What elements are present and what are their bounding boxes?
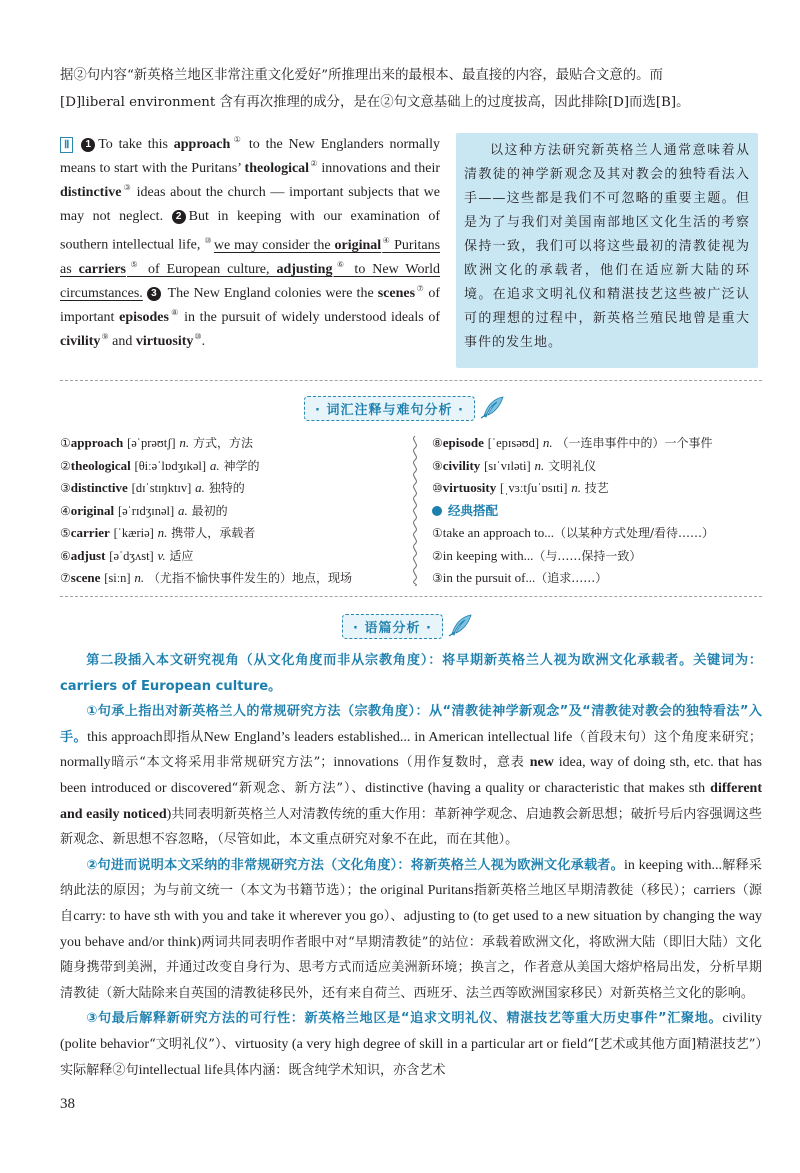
vocab-phonetic: [ˈepɪsəʊd] [487,436,540,450]
text: and [108,333,136,349]
text: this approach [87,729,163,745]
vocab-number: ④ [60,503,71,518]
collocation-phrase: in keeping with... [442,547,534,563]
text: idea, way of doing sth, etc. that has been introduced or discovered [60,755,762,796]
keyword-episodes: episodes [119,309,169,325]
vocab-title-label: · 词汇注释与难句分析 · [304,396,475,421]
vocab-item [60,522,400,545]
vocab-item [60,477,400,500]
text: New England’s leaders established... in American intellectual life [203,729,573,745]
vocab-list-right [432,432,762,590]
sentence-number-3: 3 [147,287,161,301]
vocab-word: episode [442,435,484,450]
text: （源自 [60,883,763,924]
vocab-phonetic: [ˌvɜːtʃuˈɒsɪti] [500,481,568,495]
vocab-number: ⑧ [432,436,443,450]
analysis-sentence-3 [60,1006,762,1083]
footnote-marker: ⑧ [169,308,180,317]
text: ) [166,806,172,822]
vocab-phonetic: [siːn] [104,571,131,585]
text: ）、 [383,908,404,924]
text: 具体内涵：既含纯学术知识，亦含艺术 [222,1062,446,1078]
vocab-definition: 技艺 [584,481,609,495]
section-label: Ⅱ [60,137,73,153]
text: （用作复数时，意表 [398,755,525,771]
vocab-item [432,432,762,455]
footnote-marker: ⑨ [101,332,109,341]
footnote-marker: ⑤ [127,260,142,269]
chain-divider [408,434,422,586]
sentence-marker: ⑩ [204,236,212,245]
keyword-virtuosity: virtuosity [135,333,194,349]
vocab-definition: 独特的 [208,481,245,495]
text: （首段末句）这个角度来研究； [572,729,763,745]
vocab-definition: 携带人，承载者 [171,526,256,540]
vocab-item [432,477,762,500]
intro-line-2: [D]liberal environment 含有再次推理的成分，是在②句文意基础上的过度拔高，因此排除[D]而选[B]。 [60,95,690,110]
text: to New World circumstances. [60,261,440,301]
vocab-item [60,432,400,455]
vocab-definition: 方式，方法 [193,436,254,450]
vocab-phonetic: [əˈprəʊtʃ] [127,436,176,450]
vocab-word: original [70,502,115,518]
intro-paragraph [60,62,760,116]
vocab-word: adjust [70,547,106,563]
analysis-title [342,614,473,638]
footnote-marker: ③ [122,183,132,193]
vocab-definition: （尤指不愉快事件发生的）地点，现场 [148,571,353,585]
text: 指新英格兰地区早期清教徒（移民）； [473,883,694,899]
footnote-marker: ④ [382,236,391,245]
collocation-phrase: in the pursuit of... [442,570,536,585]
divider [60,380,762,381]
vocab-number: ② [60,458,71,473]
vocab-definition: 最初的 [191,503,228,518]
vocab-pos: a. [209,457,220,473]
analysis-body [60,648,762,1083]
text: But in keeping with our examination of southern intellectual life, [60,209,440,253]
vocab-item [60,545,400,568]
keyword-theological: theological [244,161,310,176]
vocab-number: ⑨ [432,458,443,473]
vocab-list-left [60,432,400,590]
vocab-phonetic: [əˈrɪdʒɪnəl] [117,503,175,518]
footnote-marker: ① [231,135,244,145]
vocab-word: distinctive [70,480,128,495]
vocab-definition: 文明礼仪 [548,458,597,473]
text: intellectual life [138,1062,223,1078]
vocab-phonetic: [θiːəˈlɒdʒɪkəl] [134,458,207,473]
text: carriers [693,883,736,899]
collocation-meaning: （与……保持一致） [533,548,642,563]
vocab-word: theological [70,457,131,473]
text-bold: new [529,755,554,771]
vocab-word: virtuosity [442,480,497,495]
page-number: 38 [60,1096,75,1112]
text: ideas about the church — important subjects that we may not neglect. [60,185,441,224]
vocab-phonetic: [əˈdʒʌst] [109,548,154,563]
vocab-word: approach [70,435,124,450]
vocab-definition: （一连串事件中的）一个事件 [556,436,713,450]
collocation-number: ② [432,548,443,563]
vocab-item [432,455,762,478]
text: to the New Englanders normally means to start with the Puritans’ [60,137,441,176]
keyword-scenes: scenes [377,285,416,301]
sentence-number-2: 2 [172,210,186,224]
text: Puritans as [60,237,441,277]
text: the original Puritans [359,883,474,899]
text: innovations and their [317,161,441,176]
text: in the pursuit of widely understood ideals of [179,309,441,325]
vocab-definition: 适应 [169,548,194,563]
text: To take this [98,137,174,152]
footnote-marker: ⑥ [333,260,348,269]
vocab-phonetic: [dɪˈstɪŋktɪv] [131,481,192,495]
footnote-marker: ② [310,159,318,169]
vocab-definition: 神学的 [223,458,260,473]
text: virtuosity (a very high degree of skill in a particular art or field [234,1036,588,1052]
collocation-item [432,567,762,590]
text: The New England colonies were the [163,285,378,301]
translation-box [456,133,758,368]
text: carry: to have sth with you and take it wherever you go [73,908,384,924]
collocation-meaning: （以某种方式处理/看待……） [553,526,714,540]
vocab-pos: n. [157,525,168,540]
text: 两词共同表明作者眼中对“早期清教徒”的站位：承载着欧洲文化，将欧洲大陆（即旧大陆）文化随身携带到美洲，并通过改变自身行为、思考方式而适应美洲新环境；换言之，作者意从美国大熔炉格局出发，分析早期清教徒（新大陆除来自英国的清教徒移民外，还有来自荷兰、西班牙、法兰西等欧洲国家移民）对新英格兰文化的影响。 [60,934,762,1001]
text-bold: different and easily noticed [60,780,762,822]
keyword-adjusting: adjusting [276,261,333,277]
vocab-pos: n. [179,435,190,450]
collocation-number: ① [432,526,443,540]
english-passage [60,133,440,354]
collocation-phrase: take an approach to... [442,525,554,540]
text: adjusting to (to get used to a new situation by changing the way you behave and/or think) [60,908,763,950]
text: of European culture, [141,261,277,277]
vocab-pos: n. [134,570,145,585]
vocab-phonetic: [sɪˈvɪləti] [484,458,531,473]
translation-text: 以这种方法研究新英格兰人通常意味着从清教徒的神学新观念及其对教会的独特看法入手——这些都是我们不可忽略的重要主题。但是为了与我们对美国南部地区文化生活的考察保持一致，我们可以将这些最初的清教徒视为欧洲文化的承载者，他们在适应新大陆的环境。在追求文明礼仪和精湛技艺这些被广泛认可的理想的过程中，新英格兰殖民地曾是重大事件的发生地。 [464,143,750,350]
vocab-pos: n. [542,435,553,450]
vocab-number: ① [60,436,71,450]
vocab-item [60,567,400,590]
collocation-item [432,545,762,568]
text: civility (polite behavior [60,1011,762,1052]
collocation-number: ③ [432,571,443,585]
vocab-number: ⑤ [60,526,71,540]
vocab-number: ⑩ [432,481,443,495]
text: distinctive (having a quality or characteristic that makes sth [365,780,706,796]
analysis-summary: 第二段插入本文研究视角（从文化角度而非从宗教角度）：将早期新英格兰人视为欧洲文化承载者。关键词为：carriers of European culture。 [60,653,762,694]
vocab-number: ③ [60,481,71,495]
keyword-civility: civility [60,333,101,349]
text: normally [60,755,111,771]
text: . [201,333,206,349]
collocation-meaning: （追求……） [535,571,608,585]
vocab-word: scene [70,570,101,585]
vocab-number: ⑥ [60,548,71,563]
analysis-sentence-2 [60,853,762,1007]
vocab-pos: v. [157,547,166,563]
collocation-item [432,522,762,545]
collocations-title: 经典搭配 [448,502,499,518]
vocab-pos: n. [534,457,545,473]
text: “[艺术或其他方面]精湛技艺”）实际解释②句 [60,1036,763,1078]
text: we may consider the [213,237,335,253]
vocab-title [304,396,505,420]
vocab-pos: a. [195,480,205,495]
divider [60,596,762,597]
quill-icon [479,396,505,420]
text: innovations [333,755,399,771]
intro-line-1: 据②句内容“新英格兰地区非常注重文化爱好”所推理出来的最根本、最直接的内容，最贴合文意的。而 [60,68,663,83]
analysis-heading: ②句进而说明本文采纳的非常规研究方法（文化角度）：将新英格兰人视为欧洲文化承载者。 [86,857,624,873]
footnote-marker: ⑩ [194,332,202,341]
quill-icon [447,614,473,638]
footnote-marker: ⑦ [416,284,425,293]
analysis-heading: ①句承上指出对新英格兰人的常规研究方法（宗教角度）：从“清教徒神学新观念”及“清教徒对教会的独特看法”入手。 [60,704,762,745]
keyword-original: original [334,237,382,253]
vocab-number: ⑦ [60,571,71,585]
vocab-item [60,500,400,523]
keyword-distinctive: distinctive [60,185,122,200]
text: 共同表明新英格兰人对清教传统的重大作用：革新神学观念、启迪教会新思想；破折号后内容强调这些新观念、新思想不容忽略，（尽管如此，本文重点研究对象不在此，而在其他）。 [60,806,762,848]
vocab-pos: n. [571,480,581,495]
sentence-number-1: 1 [81,138,95,152]
keyword-approach: approach [173,137,231,152]
analysis-title-label: · 语篇分析 · [342,614,443,639]
vocab-word: carrier [70,525,110,540]
text: “新观念、新方法”）、 [231,780,366,796]
text: “文明礼仪”）、 [149,1036,235,1052]
analysis-sentence-1 [60,699,762,853]
text: 解释采纳此法的原因；为与前文统一（本文为书籍节选）； [60,857,762,899]
collocations-heading [432,500,762,523]
vocab-word: civility [442,457,481,473]
vocab-pos: a. [177,502,188,518]
analysis-heading: ③句最后解释新研究方法的可行性：新英格兰地区是“追求文明礼仪、精湛技艺等重大历史事件”汇聚地。 [86,1011,723,1027]
text: of important [60,285,441,325]
text: 即指从 [162,729,204,745]
keyword-carriers: carriers [78,261,127,277]
vocab-phonetic: [ˈkæriə] [113,526,154,540]
bullet-icon [432,506,442,516]
text: 暗示“本文将采用非常规研究方法”； [110,755,334,771]
vocab-item [60,455,400,478]
text: in keeping with... [623,857,723,873]
